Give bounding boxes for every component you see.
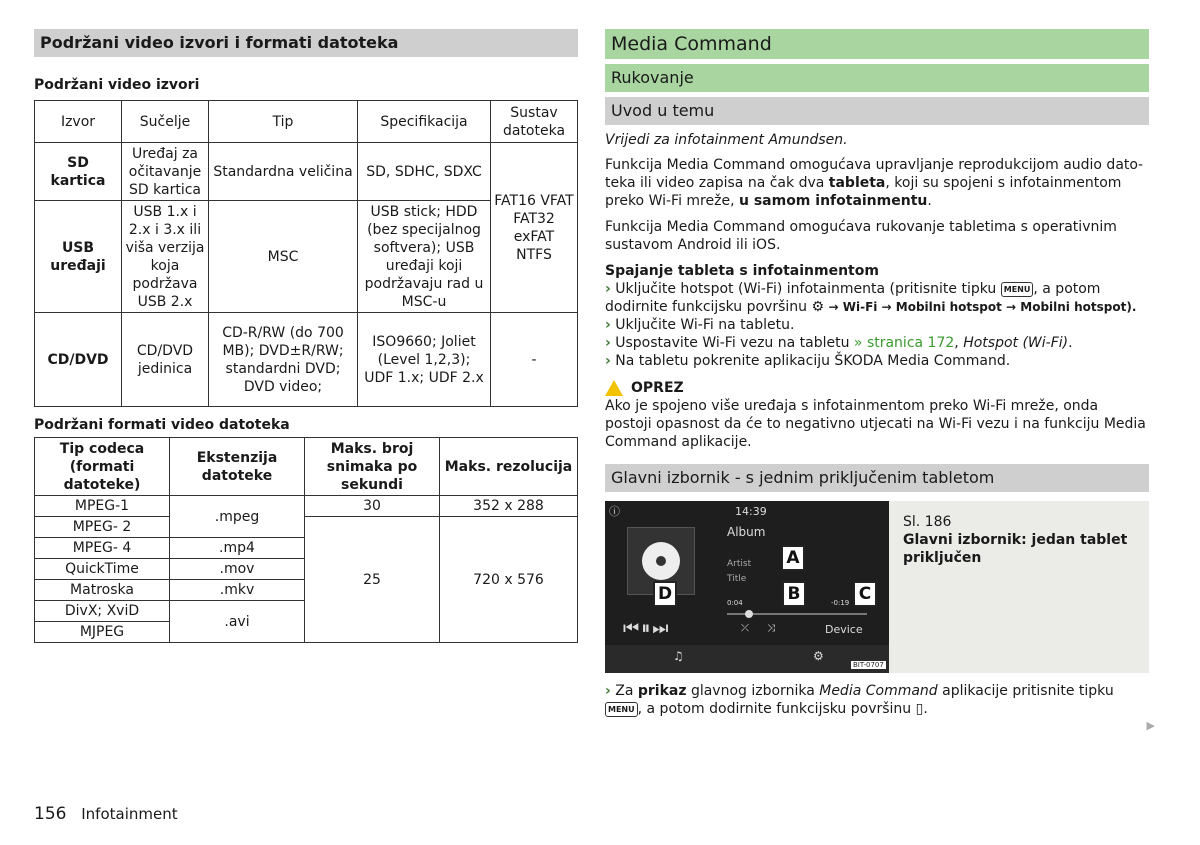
figure-box — [605, 501, 1149, 673]
figure-code: BIT-0707 — [853, 661, 884, 669]
cell-source: SD kartica — [35, 143, 122, 201]
paragraph-2: Funkcija Media Command omogućava rukovanje tabletima s operativnim sustavom Android ili iOS. — [605, 219, 1117, 253]
sources-table — [34, 100, 578, 407]
formats-table — [34, 437, 578, 643]
cell-codec: Matroska — [35, 580, 170, 601]
menu-key-icon: MENU — [1001, 282, 1034, 297]
playback-controls-icon[interactable]: ⏮⏸⏭ — [623, 618, 671, 639]
cell-codec: MPEG- 4 — [35, 538, 170, 559]
disc-icon — [642, 542, 680, 580]
progress-handle[interactable] — [745, 610, 753, 618]
figure-caption-block — [903, 513, 1143, 567]
cell-extension: .mpeg — [170, 496, 305, 538]
cell-codec: DivX; XviD — [35, 601, 170, 622]
cell-resolution: 352 x 288 — [440, 496, 578, 517]
page-footer — [34, 804, 178, 824]
table-row — [35, 496, 578, 517]
final-instruction: › Za prikaz glavnog izbornika Media Command aplikacije pritisnite tipku MENU , a potom dodirnite funkcijsku površinu ▯. — [605, 683, 1114, 717]
screen-title: Title — [727, 574, 747, 584]
header-resolution: Maks. rezolucija — [440, 438, 578, 496]
cell-type: Standardna veličina — [209, 143, 358, 201]
header-source: Izvor — [35, 101, 122, 143]
chapter-title: Media Command — [605, 29, 1149, 59]
cell-interface: USB 1.x i 2.x i 3.x ili viša verzija koja podržava USB 2.x — [122, 201, 209, 313]
intro-italic: Vrijedi za infotainment Amundsen. — [605, 132, 848, 148]
cell-extension: .avi — [170, 601, 305, 643]
screen-album: Album — [727, 525, 766, 539]
media-command-icon: ▯ — [915, 701, 924, 717]
header-type: Tip — [209, 101, 358, 143]
callout-a: A — [781, 545, 805, 571]
source-icon[interactable]: ♫ — [673, 649, 684, 663]
settings-icon[interactable]: ⚙ — [813, 649, 824, 663]
cell-resolution: 720 x 576 — [440, 517, 578, 643]
shuffle-icon[interactable]: ⤫ — [741, 623, 749, 634]
connect-heading: Spajanje tableta s infotainmentom — [605, 263, 879, 279]
wifi-settings-icon: ⚙ — [811, 299, 825, 315]
menu-key-icon: MENU — [605, 702, 638, 717]
warning-title: OPREZ — [605, 379, 1149, 397]
header-interface: Sučelje — [122, 101, 209, 143]
page-link[interactable]: » stranica 172 — [853, 335, 955, 351]
callout-b: B — [782, 581, 806, 607]
warning-icon — [605, 380, 623, 396]
cell-source: CD/DVD — [35, 313, 122, 407]
sub-title-handling: Rukovanje — [605, 64, 1149, 92]
cell-codec: MPEG-1 — [35, 496, 170, 517]
table-row — [35, 517, 578, 538]
header-spec: Specifikacija — [358, 101, 491, 143]
cell-filesystem: - — [491, 313, 578, 407]
sources-heading: Podržani video izvori — [34, 77, 200, 93]
screen-time: 14:39 — [735, 505, 767, 518]
step-1: › Uključite hotspot (Wi-Fi) infotainmenta (pritisnite tipku MENU , a potom dodirnite funkcijsku površinu ⚙ → Wi-Fi → Mobilni hotspot → Mobilni hotspot). — [605, 281, 1137, 315]
cell-type: MSC — [209, 201, 358, 313]
cell-interface: CD/DVD jedinica — [122, 313, 209, 407]
footer-section: Infotainment — [81, 805, 178, 823]
header-fps: Maks. broj snimaka po sekundi — [305, 438, 440, 496]
cell-spec: USB stick; HDD (bez specijalnog softvera); USB uređaji koji podržavaju rad u MSC-u — [358, 201, 491, 313]
menu-heading: Glavni izbornik - s jednim priključenim tabletom — [605, 464, 1149, 492]
cell-extension: .mkv — [170, 580, 305, 601]
step-3: › Uspostavite Wi-Fi vezu na tabletu » stranica 172, Hotspot (Wi-Fi). — [605, 335, 1073, 351]
sub-title-intro: Uvod u temu — [605, 97, 1149, 125]
continue-arrow-icon: ▶ — [1146, 719, 1155, 732]
screen-artist: Artist — [727, 559, 752, 569]
cell-codec: QuickTime — [35, 559, 170, 580]
info-icon: ⓘ — [609, 505, 620, 518]
repeat-icon[interactable]: ⤨ — [767, 623, 775, 634]
figure-number: Sl. 186 — [903, 514, 952, 530]
header-filesystem: Sustav datoteka — [491, 101, 578, 143]
cell-fps: 25 — [305, 517, 440, 643]
cell-source: USB uređaji — [35, 201, 122, 313]
bottom-bar — [605, 645, 889, 673]
cell-spec: SD, SDHC, SDXC — [358, 143, 491, 201]
cell-codec: MPEG- 2 — [35, 517, 170, 538]
cell-interface: Uređaj za očitavanje SD kartica — [122, 143, 209, 201]
header-extension: Ekstenzija datoteke — [170, 438, 305, 496]
cell-extension: .mov — [170, 559, 305, 580]
screen-time-remaining: -0:19 — [831, 599, 850, 607]
step-4: › Na tabletu pokrenite aplikaciju ŠKODA Media Command. — [605, 353, 1011, 369]
screen-device[interactable]: Device — [825, 623, 863, 636]
infotainment-screenshot — [605, 501, 889, 673]
cell-type: CD-R/RW (do 700 MB); DVD±R/RW; standardni DVD; DVD video; — [209, 313, 358, 407]
screen-time-elapsed: 0:04 — [727, 599, 743, 607]
cell-fps: 30 — [305, 496, 440, 517]
cell-extension: .mp4 — [170, 538, 305, 559]
paragraph-1: Funkcija Media Command omogućava upravljanje reprodukcijom audio datoteka ili video zapisa na čak dva tableta, koji su spojeni s infotainmentom preko Wi-Fi mreže, u samom infotainmentu. — [605, 157, 1144, 209]
cell-filesystem: FAT16 VFAT FAT32 exFAT NTFS — [491, 143, 578, 313]
figure-caption: Glavni izbornik: jedan tablet priključen — [903, 532, 1128, 566]
progress-bar[interactable] — [727, 613, 867, 615]
cell-codec: MJPEG — [35, 622, 170, 643]
cell-spec: ISO9660; Joliet (Level 1,2,3); UDF 1.x; UDF 2.x — [358, 313, 491, 407]
step-2: › Uključite Wi-Fi na tabletu. — [605, 317, 795, 333]
page-number: 156 — [34, 804, 67, 824]
callout-d: D — [653, 581, 677, 607]
formats-heading: Podržani formati video datoteka — [34, 417, 290, 433]
left-column — [34, 29, 578, 643]
section-title: Podržani video izvori i formati datoteka — [34, 29, 578, 57]
table-row — [35, 143, 578, 201]
header-codec: Tip codeca (formati datoteke) — [35, 438, 170, 496]
warning-text: Ako je spojeno više uređaja s infotainmentom preko Wi-Fi mreže, onda postoji opasnost da će to negativno utjecati na Wi-Fi vezu i na funkciju Media Command aplikacije. — [605, 398, 1146, 450]
table-row — [35, 313, 578, 407]
right-column — [605, 29, 1155, 732]
callout-c: C — [853, 581, 877, 607]
